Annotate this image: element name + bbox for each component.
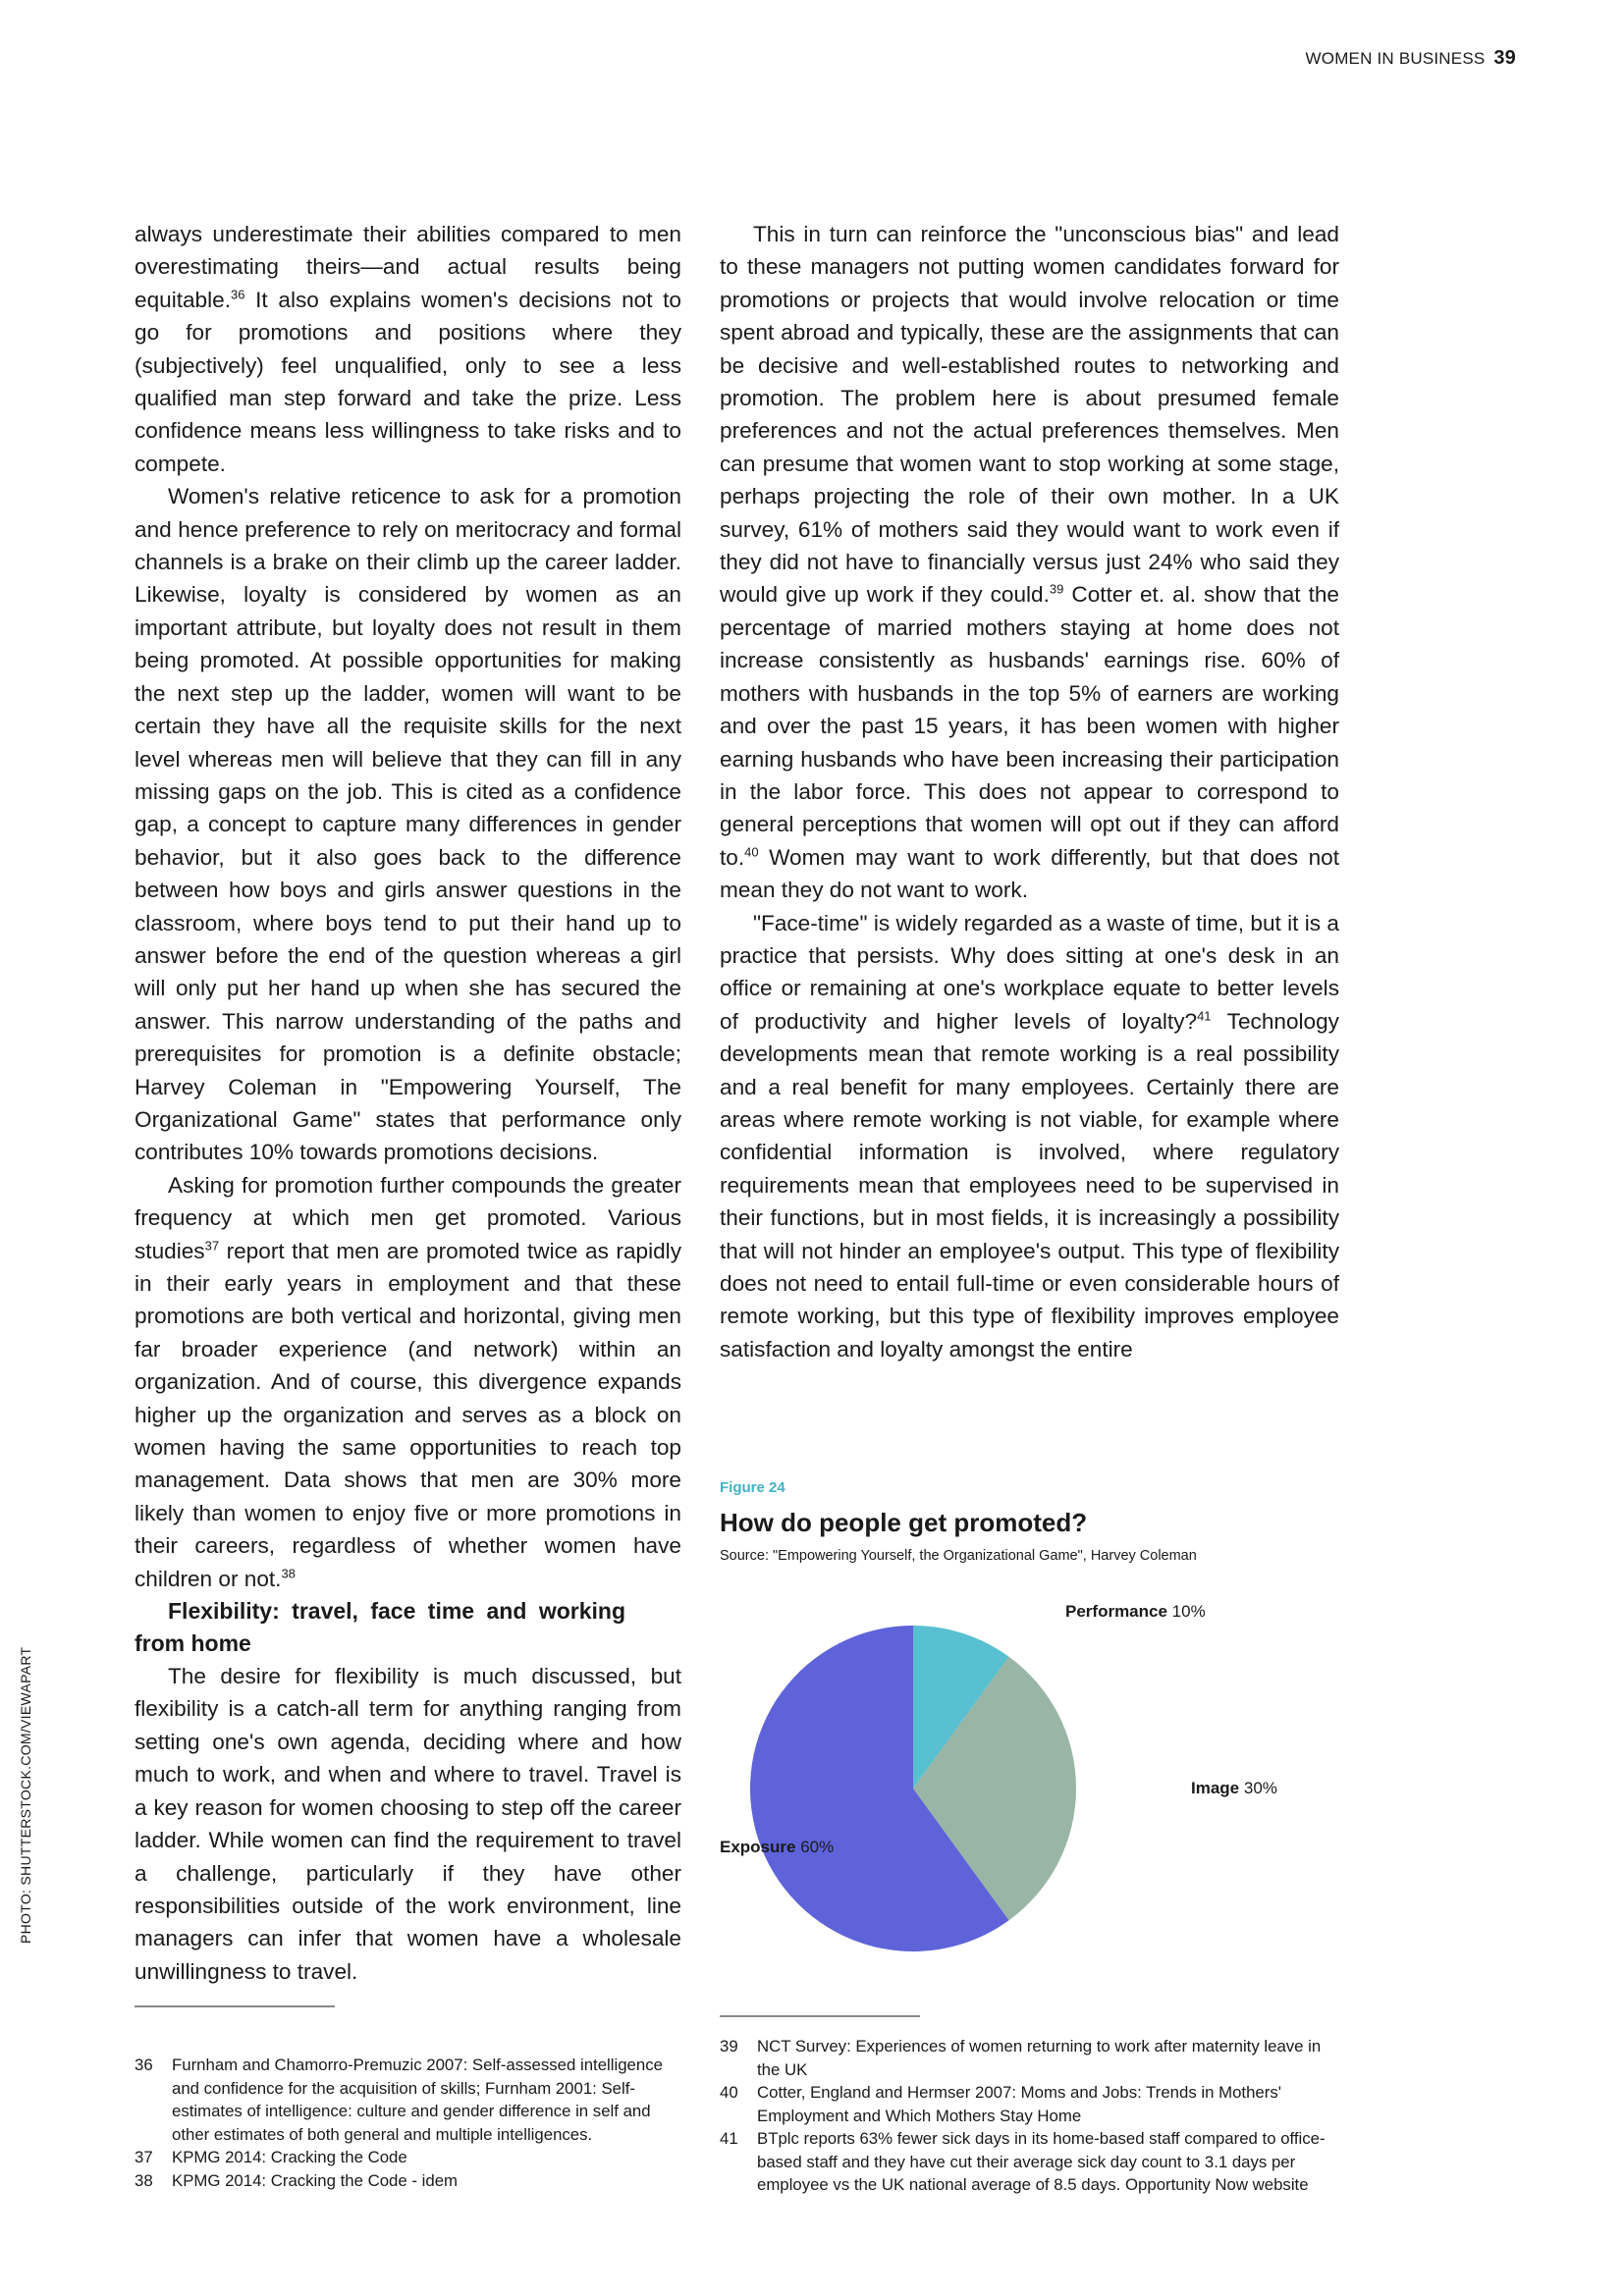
footnote (720, 2035, 1339, 2081)
footnote-ref: 39 (1049, 581, 1064, 597)
footnote-ref: 40 (744, 844, 759, 860)
footnote-ref: 36 (231, 287, 245, 302)
photo-credit: PHOTO: SHUTTERSTOCK.COM/VIEWAPART (18, 1646, 33, 1944)
slice-name: Exposure (720, 1838, 796, 1856)
figure-source: Source: "Empowering Yourself, the Organizational Game", Harvey Coleman (720, 1548, 1197, 1564)
footnote-number: 36 (135, 2056, 153, 2074)
footnote-number: 40 (720, 2083, 738, 2102)
figure-label: Figure 24 (720, 1479, 785, 1496)
footnote-text: KPMG 2014: Cracking the Code (172, 2148, 407, 2166)
footnote (135, 2054, 670, 2146)
slice-value: 30% (1243, 1779, 1277, 1797)
footnote-number: 41 (720, 2129, 738, 2148)
text: Women may want to work differently, but that does not mean they do not want to work. (720, 844, 1339, 903)
paragraph: Women's relative reticence to ask for a promotion and hence preference to rely on meritocracy and formal channels is a brake on their climb up the career ladder. Likewise, loyalty is considered by women as an important attribute, but loyalty does not result in them being promoted. At possible opportunities for making the next step up the ladder, women will want to be certain they have all the requisite skills for the next level whereas men will believe that they can fill in any missing gaps on the job. This is cited as a confidence gap, a concept to capture many differences in gender behavior, but it also goes back to the difference between how boys and girls answer questions in the classroom, where boys tend to put their hand up to answer before the end of the question whereas a girl will only put her hand up when she has secured the answer. This narrow understanding of the paths and prerequisites for promotion is a definite obstacle; Harvey Coleman in "Empowering Yourself, The Organizational Game" states that performance only contributes 10% towards promotions decisions. (135, 484, 681, 1165)
slice-name: Performance (1065, 1602, 1167, 1621)
text: Technology developments mean that remote working is a real possibility and a real benefit for many employees. Certainly there are areas where remote working is not viable, for example where confidential information is involved, where regulatory requirements mean that employees need to be supervised in their functions, but in most fields, it is increasingly a possibility that will not hinder an employee's output. This type of flexibility does not need to entail full-time or even considerable hours of remote working, but this type of flexibility improves employee satisfaction and loyalty amongst the entire (720, 1008, 1339, 1362)
footnotes-right (720, 2035, 1339, 2197)
text: This in turn can reinforce the "unconscious bias" and lead to these managers not putting women candidates forward for promotions or projects that would involve relocation or time spent abroad and typically, these are the assignments that can be decisive and well-established routes to networking and promotion. The problem here is about presumed female preferences and not the actual preferences themselves. Men can presume that women want to stop working at some stage, perhaps projecting the role of their own mother. In a UK survey, 61% of mothers said they would want to work even if they did not have to financially versus just 24% who said they would give up work if they could. (720, 222, 1339, 608)
text: It also explains women's decisions not to go for promotions and positions where they (subjectively) feel unqualified, only to see a less qualified man step forward and take the prize. Less confidence means less willingness to take risks and to compete. (135, 287, 681, 476)
running-head (1306, 47, 1516, 70)
text: report that men are promoted twice as rapidly in their early years in employment and that these promotions are both vertical and horizontal, giving men far broader experience (and network) within an organization. And of course, this divergence expands higher up the organization and serves as a block on women having the same opportunities to reach top management. Data shows that men are 30% more likely than women to enjoy five or more promotions in their careers, regardless of whether women have children or not. (135, 1238, 681, 1591)
footnote (135, 2169, 670, 2193)
slice-name: Image (1191, 1779, 1240, 1797)
pie-chart (720, 1479, 1339, 1990)
section-title: WOMEN IN BUSINESS (1305, 49, 1486, 68)
text: Asking for promotion further compounds the greater frequency at which men get promoted. Various studies (135, 1172, 681, 1263)
footnote-ref: 41 (1197, 1008, 1212, 1024)
slice-value: 10% (1171, 1602, 1206, 1621)
right-column (720, 218, 1339, 1365)
paragraph (720, 218, 1339, 907)
footnote-text: BTplc reports 63% fewer sick days in its home-based staff compared to office-based staff and they have cut their average sick day count to 3.1 days per employee vs the UK national average of 8.5 days. Opportunity Now website (757, 2129, 1326, 2194)
left-column (135, 218, 681, 1988)
paragraph (135, 1169, 681, 1595)
footnotes-left (135, 2054, 670, 2192)
paragraph: The desire for flexibility is much discussed, but flexibility is a catch-all term for anything ranging from setting one's own agenda, deciding where and how much to work, and when and where to travel. Travel is a key reason for women choosing to step off the career ladder. While women can find the requirement to travel a challenge, particularly if they have other responsibilities outside of the work environment, line managers can infer that women have a wholesale unwillingness to travel. (135, 1664, 681, 1984)
footnote-text: NCT Survey: Experiences of women returning to work after maternity leave in the UK (757, 2037, 1322, 2079)
footnote-text: KPMG 2014: Cracking the Code - idem (172, 2170, 459, 2190)
text: always underestimate their abilities compared to men overestimating theirs—and actual results being equitable. (135, 222, 681, 312)
footnote-number: 38 (135, 2170, 153, 2190)
slice-value: 60% (800, 1838, 835, 1856)
footnote-text: Furnham and Chamorro-Premuzic 2007: Self-assessed intelligence and confidence for the acquisition of skills; Furnham 2001: Self-estimates of intelligence: culture and gender difference in self and other estimates of both general and multiple intelligences. (172, 2056, 663, 2144)
text: "Face-time" is widely regarded as a waste of time, but it is a practice that persists. Why does sitting at one's desk in an office or remaining at one's workplace equate to better levels of productivity and higher levels of loyalty? (720, 910, 1339, 1034)
paragraph (135, 218, 681, 480)
paragraph (720, 907, 1339, 1366)
footnote (720, 2081, 1339, 2127)
figure-24 (720, 1479, 1339, 1990)
text: Cotter et. al. show that the percentage of married mothers staying at home does not increase consistently as husbands' earnings rise. 60% of mothers with husbands in the top 5% of earners are working and over the past 15 years, it has been women with higher earning husbands who have been increasing their participation in the labor force. This does not appear to correspond to general perceptions that women will opt out if they can afford to. (720, 582, 1339, 870)
footnote-number: 37 (135, 2148, 153, 2166)
footnote-rule-left (135, 2005, 335, 2007)
pie-label-exposure (720, 1838, 834, 1857)
footnote-ref: 37 (204, 1238, 220, 1254)
page-number: 39 (1493, 47, 1516, 69)
footnote (135, 2146, 670, 2169)
footnote-rule-right (720, 2015, 920, 2017)
subheading: Flexibility: travel, face time and working from home (135, 1598, 625, 1657)
footnote-number: 39 (720, 2037, 738, 2056)
pie-label-image (1191, 1779, 1277, 1798)
footnote-ref: 38 (281, 1566, 296, 1581)
footnote-text: Cotter, England and Hermser 2007: Moms and Jobs: Trends in Mothers' Employment and Which Mothers Stay Home (757, 2083, 1281, 2125)
footnote (720, 2127, 1339, 2197)
figure-title: How do people get promoted? (720, 1508, 1088, 1537)
pie-label-performance (1065, 1602, 1206, 1622)
